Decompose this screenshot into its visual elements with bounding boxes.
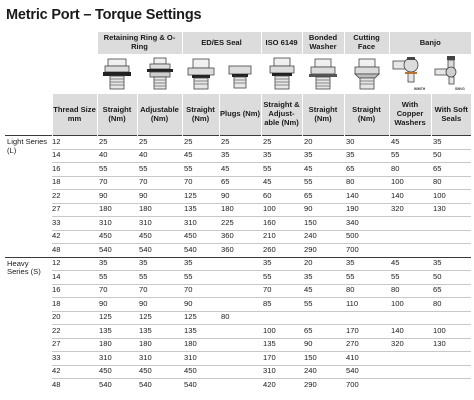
torque-cell bbox=[219, 284, 261, 298]
torque-cell: 20 bbox=[302, 136, 344, 150]
torque-cell: 55 bbox=[389, 149, 431, 163]
table-body bbox=[5, 136, 471, 392]
torque-cell: 55 bbox=[302, 298, 344, 312]
torque-cell: 25 bbox=[137, 136, 182, 150]
torque-cell: 540 bbox=[137, 379, 182, 392]
torque-cell: 140 bbox=[389, 325, 431, 339]
torque-cell bbox=[431, 244, 471, 258]
torque-cell: 130 bbox=[431, 203, 471, 217]
torque-cell: 540 bbox=[344, 365, 389, 379]
group-retaining-ring: Retaining Ring & O-Ring bbox=[97, 32, 182, 54]
torque-cell bbox=[219, 298, 261, 312]
torque-cell: 35 bbox=[344, 257, 389, 271]
torque-cell: 700 bbox=[344, 244, 389, 258]
torque-cell: 40 bbox=[137, 149, 182, 163]
table-row bbox=[5, 379, 471, 392]
torque-cell: 65 bbox=[302, 190, 344, 204]
table-row bbox=[5, 338, 471, 352]
fitting-bonded-washer-image bbox=[302, 54, 344, 94]
torque-cell: 450 bbox=[182, 230, 219, 244]
torque-cell: 90 bbox=[137, 190, 182, 204]
table-row bbox=[5, 257, 471, 271]
torque-cell: 260 bbox=[261, 244, 302, 258]
torque-cell: 240 bbox=[302, 365, 344, 379]
torque-cell bbox=[431, 217, 471, 231]
torque-cell: 540 bbox=[182, 379, 219, 392]
torque-cell: 90 bbox=[182, 298, 219, 312]
torque-cell: 90 bbox=[302, 338, 344, 352]
torque-cell: 150 bbox=[302, 352, 344, 366]
thread-size-cell: 16 bbox=[52, 284, 97, 298]
torque-cell: 55 bbox=[261, 271, 302, 285]
torque-cell: 180 bbox=[219, 203, 261, 217]
col-bonded-straight: Straight (Nm) bbox=[302, 94, 344, 136]
fitting-cutting-face-image bbox=[344, 54, 389, 94]
group-iso-6149: ISO 6149 bbox=[261, 32, 302, 54]
thread-size-cell: 22 bbox=[52, 325, 97, 339]
torque-cell: 55 bbox=[182, 163, 219, 177]
torque-cell: 270 bbox=[344, 338, 389, 352]
col-ed-plugs: Plugs (Nm) bbox=[219, 94, 261, 136]
torque-cell: 125 bbox=[97, 311, 137, 325]
torque-cell: 70 bbox=[137, 176, 182, 190]
col-retaining-adjustable: Adjustable (Nm) bbox=[137, 94, 182, 136]
torque-cell: 700 bbox=[344, 379, 389, 392]
torque-cell: 25 bbox=[97, 136, 137, 150]
torque-cell: 80 bbox=[389, 163, 431, 177]
torque-cell: 35 bbox=[137, 257, 182, 271]
torque-cell: 25 bbox=[182, 136, 219, 150]
torque-cell bbox=[302, 311, 344, 325]
thread-size-cell: 20 bbox=[52, 311, 97, 325]
torque-cell: 320 bbox=[389, 338, 431, 352]
torque-cell bbox=[389, 379, 431, 392]
torque-cell: 290 bbox=[302, 244, 344, 258]
torque-cell: 20 bbox=[302, 257, 344, 271]
torque-cell: 360 bbox=[219, 244, 261, 258]
table-row bbox=[5, 217, 471, 231]
torque-cell: 45 bbox=[389, 257, 431, 271]
torque-cell: 65 bbox=[344, 163, 389, 177]
torque-cell: 410 bbox=[344, 352, 389, 366]
torque-cell bbox=[389, 244, 431, 258]
torque-cell bbox=[219, 325, 261, 339]
banjo-soft-seal-caption: SWVG bbox=[455, 87, 465, 91]
col-iso-straight-adjustable: Straight & Adjust-able (Nm) bbox=[261, 94, 302, 136]
torque-cell: 35 bbox=[97, 257, 137, 271]
torque-cell: 210 bbox=[261, 230, 302, 244]
thread-size-cell: 48 bbox=[52, 379, 97, 392]
col-retaining-straight: Straight (Nm) bbox=[97, 94, 137, 136]
torque-cell: 55 bbox=[137, 163, 182, 177]
fitting-iso-6149-image bbox=[261, 54, 302, 94]
group-banjo: Banjo bbox=[389, 32, 471, 54]
torque-cell bbox=[431, 352, 471, 366]
torque-cell: 45 bbox=[182, 149, 219, 163]
torque-cell: 135 bbox=[182, 203, 219, 217]
group-bonded-washer: Bonded Washer bbox=[302, 32, 344, 54]
torque-cell: 65 bbox=[431, 284, 471, 298]
table-row bbox=[5, 163, 471, 177]
torque-cell: 45 bbox=[302, 163, 344, 177]
torque-cell: 100 bbox=[389, 298, 431, 312]
torque-cell: 180 bbox=[97, 338, 137, 352]
torque-cell: 180 bbox=[137, 203, 182, 217]
torque-cell: 240 bbox=[302, 230, 344, 244]
table-row bbox=[5, 176, 471, 190]
torque-cell: 310 bbox=[97, 352, 137, 366]
torque-cell: 90 bbox=[219, 190, 261, 204]
torque-cell: 55 bbox=[389, 271, 431, 285]
torque-cell: 140 bbox=[344, 190, 389, 204]
torque-cell: 55 bbox=[182, 271, 219, 285]
torque-cell: 340 bbox=[344, 217, 389, 231]
torque-cell: 160 bbox=[261, 217, 302, 231]
torque-cell: 85 bbox=[261, 298, 302, 312]
torque-cell bbox=[389, 352, 431, 366]
fitting-ed-straight-image bbox=[182, 54, 219, 94]
torque-cell: 90 bbox=[97, 298, 137, 312]
torque-cell: 35 bbox=[431, 257, 471, 271]
col-ed-straight: Straight (Nm) bbox=[182, 94, 219, 136]
torque-cell: 70 bbox=[182, 176, 219, 190]
torque-cell: 135 bbox=[182, 325, 219, 339]
torque-cell: 320 bbox=[389, 203, 431, 217]
table-row bbox=[5, 298, 471, 312]
torque-cell: 35 bbox=[302, 149, 344, 163]
torque-cell: 450 bbox=[97, 365, 137, 379]
page-title: Metric Port – Torque Settings bbox=[6, 7, 202, 23]
torque-cell bbox=[389, 230, 431, 244]
torque-cell: 50 bbox=[431, 271, 471, 285]
torque-cell: 45 bbox=[389, 136, 431, 150]
fitting-plug-image bbox=[219, 54, 261, 94]
torque-cell: 25 bbox=[261, 136, 302, 150]
torque-cell: 100 bbox=[261, 203, 302, 217]
torque-cell: 180 bbox=[137, 338, 182, 352]
torque-cell bbox=[389, 365, 431, 379]
torque-cell: 125 bbox=[137, 311, 182, 325]
torque-cell: 360 bbox=[219, 230, 261, 244]
thread-size-cell: 33 bbox=[52, 352, 97, 366]
table-row bbox=[5, 190, 471, 204]
torque-cell: 80 bbox=[344, 284, 389, 298]
torque-cell bbox=[389, 217, 431, 231]
torque-cell: 135 bbox=[137, 325, 182, 339]
torque-cell bbox=[431, 230, 471, 244]
table-row bbox=[5, 203, 471, 217]
thread-size-cell: 18 bbox=[52, 298, 97, 312]
thread-size-cell: 27 bbox=[52, 338, 97, 352]
thread-size-cell: 16 bbox=[52, 163, 97, 177]
torque-cell bbox=[219, 257, 261, 271]
torque-cell: 225 bbox=[219, 217, 261, 231]
torque-cell: 70 bbox=[261, 284, 302, 298]
thread-size-cell: 42 bbox=[52, 230, 97, 244]
torque-cell: 35 bbox=[219, 149, 261, 163]
torque-cell: 55 bbox=[344, 271, 389, 285]
torque-cell: 60 bbox=[261, 190, 302, 204]
torque-cell: 55 bbox=[302, 176, 344, 190]
torque-cell bbox=[219, 379, 261, 392]
torque-cell: 110 bbox=[344, 298, 389, 312]
torque-cell bbox=[219, 365, 261, 379]
torque-cell: 420 bbox=[261, 379, 302, 392]
torque-cell: 90 bbox=[97, 190, 137, 204]
torque-cell: 150 bbox=[302, 217, 344, 231]
torque-cell: 70 bbox=[182, 284, 219, 298]
torque-cell: 55 bbox=[137, 271, 182, 285]
torque-cell: 140 bbox=[389, 190, 431, 204]
fitting-adjustable-retaining-image bbox=[137, 54, 182, 94]
torque-cell bbox=[219, 338, 261, 352]
torque-cell bbox=[219, 352, 261, 366]
torque-cell: 180 bbox=[182, 338, 219, 352]
torque-cell: 80 bbox=[389, 284, 431, 298]
table-row bbox=[5, 311, 471, 325]
torque-cell: 540 bbox=[137, 244, 182, 258]
torque-cell: 100 bbox=[389, 176, 431, 190]
torque-cell: 170 bbox=[344, 325, 389, 339]
thread-size-cell: 42 bbox=[52, 365, 97, 379]
torque-cell: 80 bbox=[431, 298, 471, 312]
torque-cell: 45 bbox=[219, 163, 261, 177]
thread-size-cell: 48 bbox=[52, 244, 97, 258]
torque-cell: 125 bbox=[182, 311, 219, 325]
fitting-banjo-soft-seal-image bbox=[431, 54, 471, 94]
col-cutting-straight: Straight (Nm) bbox=[344, 94, 389, 136]
torque-cell: 450 bbox=[97, 230, 137, 244]
torque-cell: 125 bbox=[182, 190, 219, 204]
torque-cell: 70 bbox=[97, 176, 137, 190]
torque-cell bbox=[431, 365, 471, 379]
torque-cell bbox=[261, 311, 302, 325]
torque-cell: 450 bbox=[137, 365, 182, 379]
torque-cell: 290 bbox=[302, 379, 344, 392]
torque-cell: 50 bbox=[431, 149, 471, 163]
thread-size-cell: 14 bbox=[52, 271, 97, 285]
thread-size-cell: 27 bbox=[52, 203, 97, 217]
torque-cell: 90 bbox=[302, 203, 344, 217]
torque-cell: 30 bbox=[344, 136, 389, 150]
torque-cell: 180 bbox=[97, 203, 137, 217]
torque-cell bbox=[389, 311, 431, 325]
torque-cell: 310 bbox=[137, 217, 182, 231]
torque-cell: 65 bbox=[219, 176, 261, 190]
torque-cell: 135 bbox=[261, 338, 302, 352]
torque-cell: 100 bbox=[261, 325, 302, 339]
torque-cell: 90 bbox=[137, 298, 182, 312]
torque-cell: 35 bbox=[431, 136, 471, 150]
torque-cell: 450 bbox=[182, 365, 219, 379]
series-label: Heavy Series (S) bbox=[5, 257, 52, 392]
torque-cell: 310 bbox=[182, 352, 219, 366]
torque-cell: 35 bbox=[182, 257, 219, 271]
thread-size-cell: 33 bbox=[52, 217, 97, 231]
series-label: Light Series (L) bbox=[5, 136, 52, 258]
torque-cell: 55 bbox=[97, 271, 137, 285]
table-row bbox=[5, 271, 471, 285]
torque-cell: 540 bbox=[182, 244, 219, 258]
torque-cell: 45 bbox=[261, 176, 302, 190]
torque-cell: 35 bbox=[261, 257, 302, 271]
torque-cell: 310 bbox=[182, 217, 219, 231]
col-banjo-copper: With Copper Washers bbox=[389, 94, 431, 136]
torque-cell: 100 bbox=[431, 325, 471, 339]
torque-cell: 35 bbox=[302, 271, 344, 285]
torque-cell: 540 bbox=[97, 379, 137, 392]
torque-cell: 170 bbox=[261, 352, 302, 366]
table-row bbox=[5, 136, 471, 150]
table-row bbox=[5, 244, 471, 258]
torque-cell: 70 bbox=[137, 284, 182, 298]
torque-cell: 310 bbox=[261, 365, 302, 379]
table-row bbox=[5, 149, 471, 163]
torque-cell: 40 bbox=[97, 149, 137, 163]
col-banjo-soft: With Soft Seals bbox=[431, 94, 471, 136]
table-row bbox=[5, 284, 471, 298]
torque-cell bbox=[431, 311, 471, 325]
torque-cell bbox=[431, 379, 471, 392]
torque-cell: 35 bbox=[261, 149, 302, 163]
table-row bbox=[5, 352, 471, 366]
torque-cell bbox=[219, 271, 261, 285]
torque-cell: 55 bbox=[97, 163, 137, 177]
torque-cell: 190 bbox=[344, 203, 389, 217]
fitting-banjo-copper-image bbox=[389, 54, 431, 94]
thread-size-cell: 14 bbox=[52, 149, 97, 163]
torque-cell: 80 bbox=[344, 176, 389, 190]
torque-cell: 130 bbox=[431, 338, 471, 352]
torque-cell: 25 bbox=[219, 136, 261, 150]
group-cutting-face: Cutting Face bbox=[344, 32, 389, 54]
table-row bbox=[5, 365, 471, 379]
torque-cell bbox=[344, 311, 389, 325]
thread-size-cell: 22 bbox=[52, 190, 97, 204]
torque-cell: 310 bbox=[137, 352, 182, 366]
fitting-straight-retaining-image bbox=[97, 54, 137, 94]
torque-cell: 135 bbox=[97, 325, 137, 339]
torque-cell: 70 bbox=[97, 284, 137, 298]
torque-cell: 35 bbox=[344, 149, 389, 163]
thread-size-cell: 18 bbox=[52, 176, 97, 190]
torque-cell: 80 bbox=[431, 176, 471, 190]
torque-cell: 55 bbox=[261, 163, 302, 177]
torque-cell: 540 bbox=[97, 244, 137, 258]
torque-cell: 100 bbox=[431, 190, 471, 204]
torque-cell: 65 bbox=[431, 163, 471, 177]
torque-cell: 65 bbox=[302, 325, 344, 339]
torque-cell: 80 bbox=[219, 311, 261, 325]
thread-size-cell: 12 bbox=[52, 257, 97, 271]
thread-size-cell: 12 bbox=[52, 136, 97, 150]
torque-cell: 45 bbox=[302, 284, 344, 298]
group-ed-es-seal: ED/ES Seal bbox=[182, 32, 261, 54]
col-thread-size: Thread Size mm bbox=[52, 94, 97, 136]
torque-cell: 310 bbox=[97, 217, 137, 231]
torque-cell: 450 bbox=[137, 230, 182, 244]
torque-table bbox=[5, 32, 471, 392]
banjo-copper-caption: WWITH bbox=[414, 87, 426, 91]
torque-cell: 500 bbox=[344, 230, 389, 244]
table-row bbox=[5, 230, 471, 244]
table-row bbox=[5, 325, 471, 339]
